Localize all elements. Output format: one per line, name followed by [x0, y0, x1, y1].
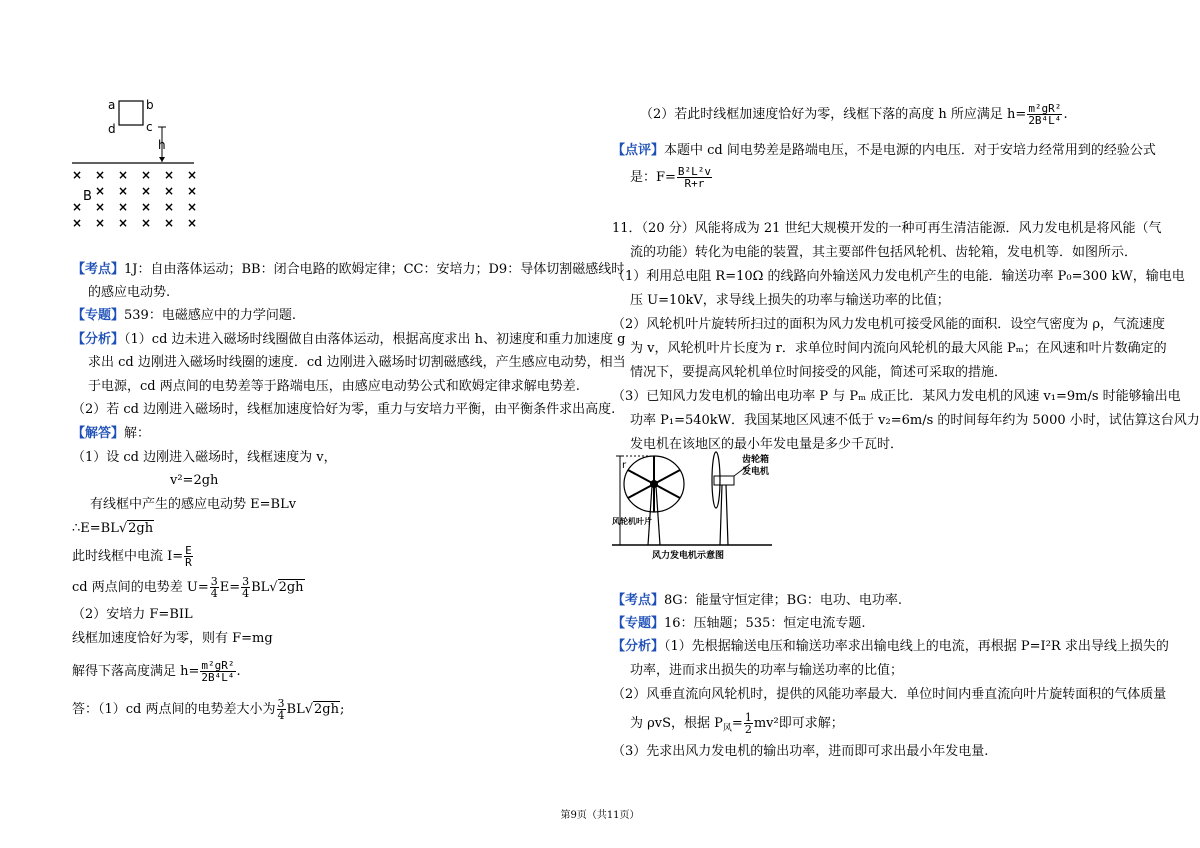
blade-label: 风轮机叶片 [612, 517, 652, 526]
field-cross-mark: × [164, 200, 175, 214]
field-cross-mark: × [95, 200, 106, 214]
field-cross-mark: × [164, 184, 175, 198]
label-h: h [158, 138, 166, 152]
field-cross-mark: × [95, 184, 106, 198]
field-cross-mark: × [187, 200, 198, 214]
q11-line-9: 功率 P₁=540kW．我国某地区风速不低于 v₂=6m/s 的时间每年约为 5000 小时，试估算这台风力 [630, 413, 1200, 428]
sol-line-1: （1）设 cd 边刚进入磁场时，线框速度为 v， [72, 450, 337, 465]
q11-line-6: 为 v，风轮机叶片长度为 r．求单位时间内流向风轮机的最大风能 Pₘ；在风速和叶片数确定的 [630, 341, 1167, 356]
kaodian-text: 1J：自由落体运动；BB：闭合电路的欧姆定律；CC：安培力；D9：导体切割磁感线时 [124, 262, 625, 277]
r-fenxi-line-2: 功率，进而求出损失的功率与输送功率的比值； [630, 663, 904, 678]
label-B: B [83, 189, 92, 204]
field-cross-mark: × [187, 168, 198, 182]
r-fenxi-line-4: 为 ρvS，根据 $P_风=$ $\frac{1}{2}$ mv²即可求解； [630, 711, 844, 736]
sol-line-2: v²=2gh [170, 473, 219, 488]
zhuanti-line [72, 307, 296, 325]
q11-line-8: （3）已知风力发电机的输出电功率 P 与 Pₘ 成正比．某风力发电机的风速 v₁=9m/s 时能够输出电 [612, 389, 1181, 404]
field-cross-mark: × [141, 168, 152, 182]
q11-line-5: （2）风轮机叶片旋转所扫过的面积为风力发电机可接受风能的面积．设空气密度为 ρ，气流速度 [612, 317, 1166, 332]
r-fenxi-line-3: （2）风垂直流向风轮机时，提供的风能功率最大．单位时间内垂直流向叶片旋转面积的气体质量 [612, 687, 1167, 702]
sol-line-4: ∴E=BL√2gh [72, 521, 154, 536]
field-cross-mark: × [118, 168, 129, 182]
answer-line: 答：（1）cd 两点间的电势差大小为 $\frac{3}{4}$ BL√2gh; [72, 697, 345, 722]
magnetic-field-figure [72, 95, 202, 230]
kaodian-tag: 【考点】 [72, 262, 125, 277]
fenxi-line-4: （2）若 cd 边刚进入磁场时，线框加速度恰好为零，重力与安培力平衡，由平衡条件求出高度. [72, 402, 616, 417]
fenxi-line-3: 于电源，cd 两点间的电势差等于路端电压，由感应电动势公式和欧姆定律求解电势差. [88, 379, 580, 394]
q11-line-3: （1）利用总电阻 R=10Ω 的线路向外输送风力发电机产生的电能．输送功率 P₀=300 kW，输电电 [612, 269, 1185, 284]
q11-line-7: 情况下，要提高风轮机单位时间接受的风能，简述可采取的措施． [630, 365, 1008, 380]
label-a: a [108, 98, 116, 112]
field-cross-mark: × [72, 216, 83, 230]
sol-line-5: 此时线框中电流 I= $\frac{E}{R}$ [72, 544, 192, 569]
label-c: c [146, 120, 153, 134]
fenxi-line-1: 【分析】（1）cd 边未进入磁场时线圈做自由落体运动，根据高度求出 h、初速度和重力加速度 g [72, 332, 626, 347]
field-cross-mark: × [95, 168, 106, 182]
field-cross-mark: × [141, 184, 152, 198]
field-cross-mark: × [187, 184, 198, 198]
sol-line-8: 线框加速度恰好为零，则有 F=mg [72, 631, 273, 646]
field-cross-mark: × [72, 200, 83, 214]
field-cross-mark: × [72, 168, 83, 182]
jieda-line: 【解答】解： [72, 426, 151, 441]
field-cross-mark: × [118, 216, 129, 230]
r-fenxi-line-1: 【分析】（1）先根据输送电压和输送功率求出输电线上的电流，再根据 P=I²R 求出导线上损失的 [612, 639, 1169, 654]
r-zhuanti-line: 【专题】16：压轴题；535：恒定电流专题. [612, 616, 866, 631]
sol-line-6: cd 两点间的电势差 U= $\frac{3}{4}$ E= $\frac{3}{4}$ BL√2gh [72, 575, 304, 600]
label-d: d [108, 122, 116, 136]
field-cross-mark: × [164, 216, 175, 230]
field-cross-mark: × [95, 216, 106, 230]
zhuanti-tag: 【专题】 [72, 308, 125, 323]
field-cross-mark: × [141, 216, 152, 230]
right-line-1: （2）若此时线框加速度恰好为零，线框下落的高度 h 所应满足 h= $\frac{\text{m²gR²}}{\text{2B⁴L⁴}}$ . [640, 102, 1068, 127]
dianping-cont: 是：F= $\frac{\text{B²L²v}}{R+r}$ [630, 165, 712, 190]
field-cross-mark: × [164, 168, 175, 182]
r-fenxi-line-5: （3）先求出风力发电机的输出功率，进而即可求出最小年发电量. [612, 744, 989, 759]
zhuanti-text: 539：电磁感应中的力学问题. [124, 308, 296, 323]
page-footer: 第9页（共11页） [560, 810, 640, 821]
wind-turbine-figure [612, 450, 782, 562]
radius-label: r [622, 460, 627, 471]
kaodian-line [72, 261, 624, 279]
sol-line-7: （2）安培力 F=BIL [72, 607, 193, 622]
field-cross-mark: × [187, 216, 198, 230]
sol-line-3: 有线框中产生的感应电动势 E=BLv [90, 497, 297, 512]
q11-line-2: 流的功能）转化为电能的装置，其主要部件包括风轮机、齿轮箱，发电机等．如图所示． [630, 245, 1138, 260]
r-kaodian-line: 【考点】8G：能量守恒定律；BG：电功、电功率. [612, 593, 902, 608]
field-cross-mark: × [118, 184, 129, 198]
q11-line-10: 发电机在该地区的最小年发电量是多少千瓦时． [630, 437, 904, 452]
dianping-line: 【点评】本题中 cd 间电势差是路端电压，不是电源的内电压．对于安培力经常用到的经验公式 [612, 143, 1156, 158]
field-cross-mark: × [141, 200, 152, 214]
q11-line-1: 11．（20 分）风能将成为 21 世纪大规模开发的一种可再生清洁能源．风力发电机是将风能（气 [612, 221, 1162, 236]
q11-line-4: 压 U=10kV，求导线上损失的功率与输送功率的比值； [630, 293, 950, 308]
gearbox-label: 齿轮箱 [742, 455, 770, 465]
sol-line-9: 解得下落高度满足 h= $\frac{\text{m²gR²}}{\text{2B⁴L⁴}}$ . [72, 659, 241, 684]
kaodian-cont: 的感应电动势. [88, 285, 171, 300]
fenxi-tag: 【分析】 [72, 332, 125, 347]
field-cross-mark: × [118, 200, 129, 214]
generator-label: 发电机 [742, 467, 770, 477]
label-b: b [146, 98, 154, 112]
fenxi-line-2: 求出 cd 边刚进入磁场时线圈的速度．cd 边刚进入磁场时切割磁感线，产生感应电动势，相当 [88, 355, 626, 370]
figure-caption: 风力发电机示意图 [652, 551, 725, 561]
jieda-tag: 【解答】 [72, 426, 125, 441]
